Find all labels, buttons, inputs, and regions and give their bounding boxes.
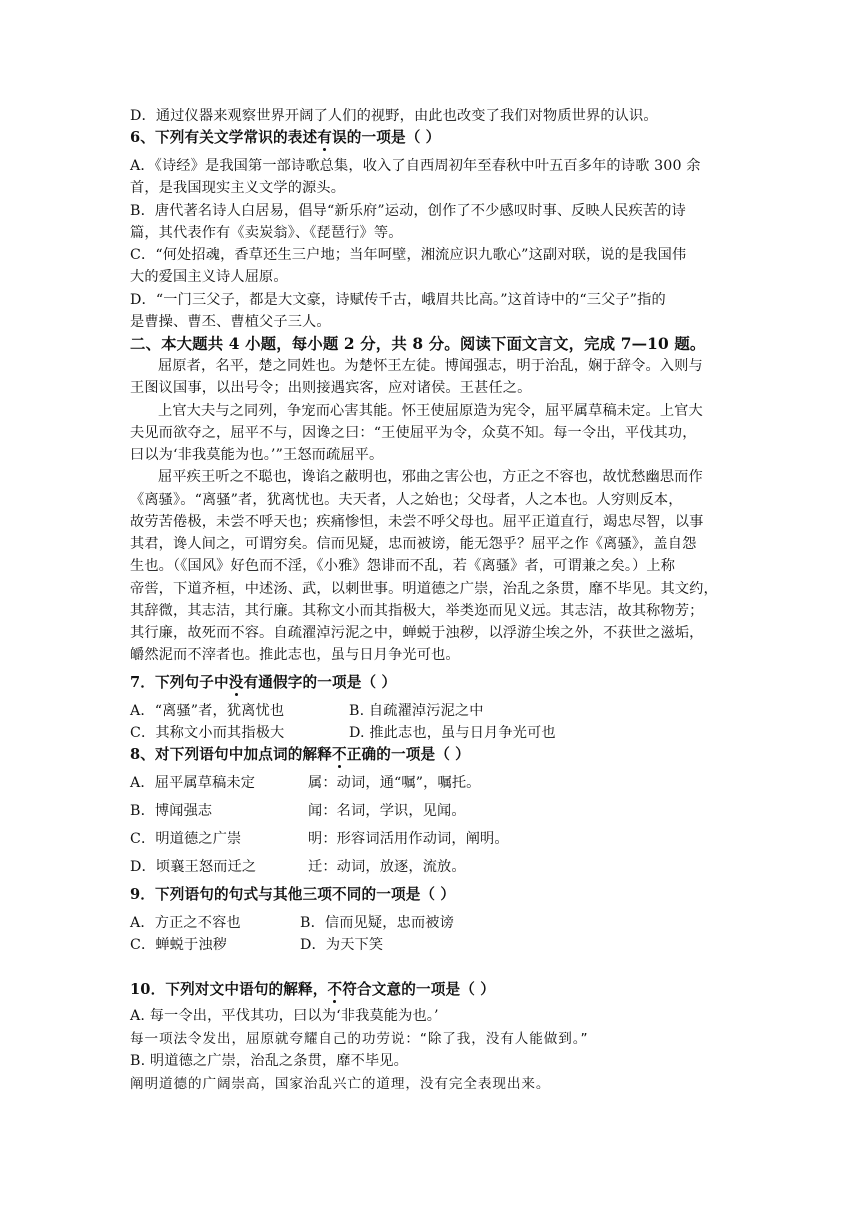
q10-option-a-explanation: 每一项法令发出，屈原就夸耀自己的功劳说：“除了我，没有人能做到。” [130,1031,589,1047]
q10-stem-text: 10．下列对文中语句的解释， [130,981,328,998]
q8-stem [130,745,730,765]
q9-option-a: A．方正之不容也 [130,915,241,931]
q8-dotted-char: 不 [331,746,347,763]
q5-option-d: D．通过仪器来观察世界开阔了人们的视野，由此也改变了我们对物质世界的认识。 [130,108,658,124]
passage-p3-line4: 其君，谗人间之，可谓穷矣。信而见疑，忠而被谤，能无怨乎？屈平之作《离骚》，盖自怨 [130,536,697,552]
q7-option-a: A．“离骚”者，犹离忧也 [130,703,285,719]
q10-dotted-char: 不 [327,981,343,998]
q6-dotted-char: 有 [317,129,332,146]
q6-option-c-line2: 大的爱国主义诗人屈原。 [130,269,288,285]
passage-p1-line1: 屈原者，名平，楚之同姓也。为楚怀王左徒。博闻强志，明于治乱，娴于辞令。入则与 [158,358,703,374]
passage-p3-line7: 其辞微，其志洁，其行廉。其称文小而其指极大，举类迩而见义远。其志洁，故其称物芳； [130,603,704,619]
q10-option-b-explanation: 阐明道德的广阔崇高，国家治乱兴亡的道理，没有完全表现出来。 [130,1076,551,1092]
q6-option-a-line2: 首，是我国现实主义文学的源头。 [130,180,346,196]
passage-p3-line6: 帝喾，下道齐桓，中述汤、武，以刺世事。明道德之广崇，治乱之条贯，靡不毕见。其文约， [130,581,718,597]
q6-option-a-line1: A．《诗经》是我国第一部诗歌总集，收入了自西周初年至春秋中叶五百多年的诗歌 300 余 [130,158,701,174]
q10-option-b: B. 明道德之广崇，治乱之条贯，靡不毕见。 [130,1053,408,1069]
q6-option-c-line1: C．“何处招魂，香草还生三户地；当年呵壁，湘流应识九歌心”这副对联，说的是我国伟 [130,247,687,263]
passage-p3-line3: 故劳苦倦极，未尝不呼天也；疾痛惨怛，未尝不呼父母也。屈平正道直行，竭忠尽智，以事 [130,514,704,530]
q8-option-c-sentence: C．明道德之广崇 [130,831,242,847]
q6-stem [130,128,730,148]
q8-option-d-sentence: D．顷襄王怒而迁之 [130,859,257,875]
q7-stem-text: 7．下列句子中 [130,674,229,691]
q10-stem [130,980,730,1000]
passage-p1-line2: 王图议国事，以出号令；出则接遇宾客，应对诸侯。王甚任之。 [130,380,532,396]
q6-option-b-line1: B．唐代著名诗人白居易，倡导“新乐府”运动，创作了不少感叹时事、反映人民疾苦的诗 [130,203,686,219]
q6-stem-tail: 误的一项是（ ） [331,129,441,146]
q8-option-d-explanation: 迁：动词，放逐，流放。 [308,859,466,875]
q7-dotted-char: 没 [228,674,244,691]
q7-stem [130,673,730,693]
q10-stem-tail: 符合文意的一项是（ ） [342,981,495,998]
q8-stem-text: 8、对下列语句中加点词的解释 [130,746,332,763]
passage-p3-line8: 其行廉，故死而不容。自疏濯淖污泥之中，蝉蜕于浊秽，以浮游尘埃之外，不获世之滋垢， [130,625,704,641]
q8-option-c-explanation: 明：形容词活用作动词，阐明。 [308,831,509,847]
q7-option-c: C．其称文小而其指极大 [130,725,285,741]
q6-option-d-line1: D．“一门三父子，都是大文豪，诗赋传千古，峨眉共比高。”这首诗中的“三父子”指的 [130,292,666,308]
passage-p2-line2: 夫见而欲夺之，屈平不与，因谗之曰：“王使屈平为令，众莫不知。每一令出，平伐其功， [130,425,697,441]
q7-stem-tail: 有通假字的一项是（ ） [243,674,397,691]
passage-p3-line9: 皭然泥而不滓者也。推此志也，虽与日月争光可也。 [130,647,460,663]
q9-option-d: D．为天下笑 [300,937,384,953]
q7-option-d: D. 推此志也，虽与日月争光可也 [349,725,556,741]
q9-option-c: C．蝉蜕于浊秽 [130,937,228,953]
q8-option-a-explanation: 属：动词，通“嘱”，嘱托。 [308,775,481,791]
passage-p3-line5: 生也。（《国风》好色而不淫，《小雅》怨诽而不乱，若《离骚》者，可谓兼之矣。）上称 [130,558,676,574]
q9-stem: 9．下列语句的句式与其他三项不同的一项是（ ） [130,886,456,903]
q8-stem-tail: 正确的一项是（ ） [346,746,470,763]
q8-option-a-sentence: A．屈平属草稿未定 [130,775,256,791]
q6-option-d-line2: 是曹操、曹丕、曹植父子三人。 [130,314,331,330]
q10-option-a: A. 每一令出，平伐其功，曰以为‘非我莫能为也。’ [130,1008,439,1024]
passage-p2-line1: 上官大夫与之同列，争宠而心害其能。怀王使屈原造为宪令，屈平属草稿未定。上官大 [158,403,703,419]
passage-p3-line2: 《离骚》。“离骚”者，犹离忧也。夫天者，人之始也；父母者，人之本也。人穷则反本， [130,492,683,508]
q8-option-b-explanation: 闻：名词，学识，见闻。 [308,803,466,819]
q9-option-b: B．信而见疑，忠而被谤 [300,915,454,931]
section-2-heading: 二、本大题共 4 小题，每小题 2 分，共 8 分。阅读下面文言文，完成 7—10 题。 [130,335,706,353]
passage-p3-line1: 屈平疾王听之不聪也，谗谄之蔽明也，邪曲之害公也，方正之不容也，故忧愁幽思而作 [158,469,703,485]
q8-option-b-sentence: B．博闻强志 [130,803,213,819]
q6-option-b-line2: 篇，其代表作有《卖炭翁》、《琵琶行》等。 [130,225,403,241]
q6-stem-text: 6、下列有关文学常识的表述 [130,129,318,146]
passage-p2-line3: 曰以为‘非我莫能为也。’”王怒而疏屈平。 [130,447,384,463]
q7-option-b: B. 自疏濯淖污泥之中 [349,703,484,719]
